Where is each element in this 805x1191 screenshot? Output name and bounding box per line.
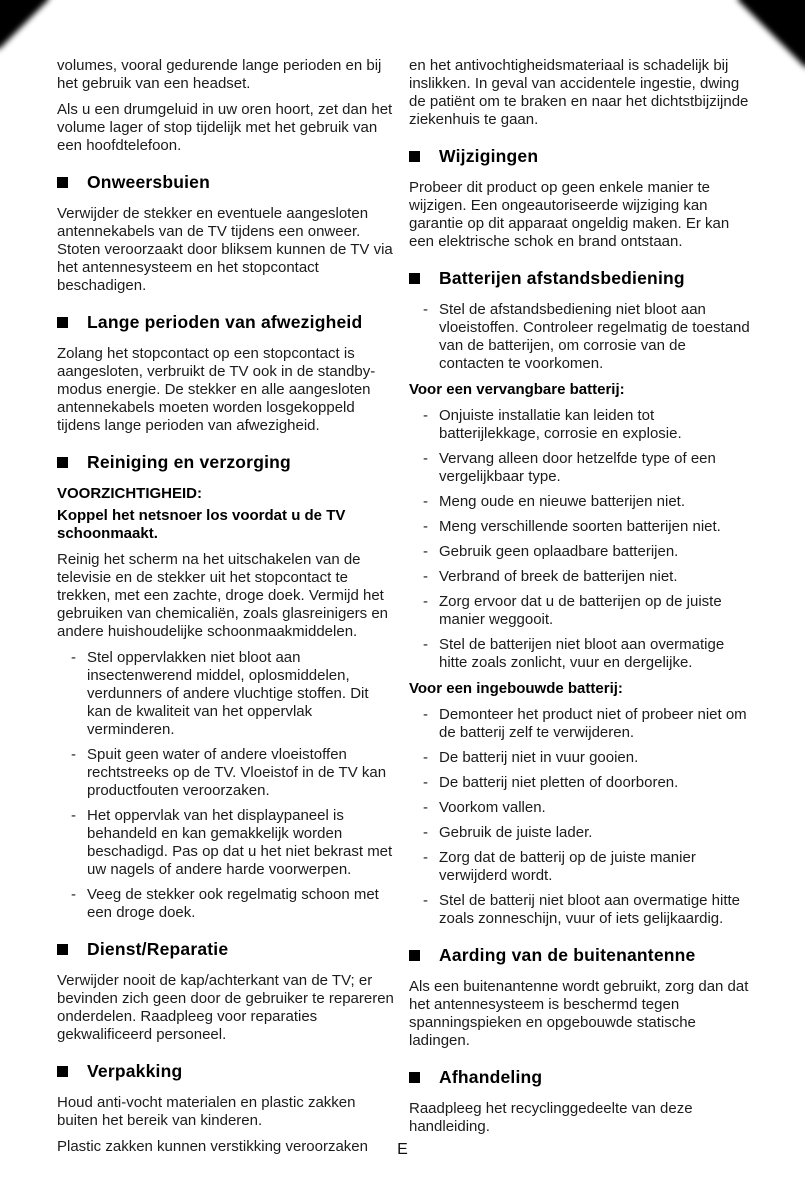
section-heading-label: Wijzigingen xyxy=(439,146,539,166)
paragraph: Plastic zakken kunnen verstikking veroorzaken xyxy=(57,1138,368,1155)
section-heading-label: Onweersbuien xyxy=(87,172,210,192)
scan-artifact-corner-top-left xyxy=(0,0,50,50)
paragraph: Verwijder nooit de kap/achterkant van de TV; er bevinden zich geen door de gebruiker te repareren onderdelen. Raadpleeg voor reparaties gekwalificeerd personeel. xyxy=(57,972,394,1043)
list-item: - Spuit geen water of andere vloeistoffen rechtstreeks op de TV. Vloeistof in de TV kan productfouten veroorzaken. xyxy=(57,746,396,800)
list-item: - Onjuiste installatie kan leiden tot batterijlekkage, corrosie en explosie. xyxy=(409,407,753,443)
section-heading-label: Reiniging en verzorging xyxy=(87,452,291,472)
square-bullet-icon xyxy=(57,1066,68,1077)
square-bullet-icon xyxy=(409,950,420,961)
section-heading-label: Aarding van de buitenantenne xyxy=(439,945,696,965)
left-column xyxy=(57,57,396,1164)
list-item: - Zorg dat de batterij op de juiste manier verwijderd wordt. xyxy=(409,849,753,885)
dash-list xyxy=(57,649,396,922)
page-number-label: E xyxy=(397,1141,408,1158)
list-item: - Meng oude en nieuwe batterijen niet. xyxy=(409,493,753,511)
list-item: - Vervang alleen door hetzelfde type of een vergelijkbaar type. xyxy=(409,450,753,486)
square-bullet-icon xyxy=(409,273,420,284)
section-heading-label: Dienst/Reparatie xyxy=(87,939,229,959)
section-heading-afhandeling xyxy=(409,1066,753,1088)
square-bullet-icon xyxy=(57,317,68,328)
paragraph: Verwijder de stekker en eventuele aangesloten antennekabels van de TV tijdens een onweer. Stoten veroorzaakt door bliksem kunnen de TV via het antennesysteem en het stopcontact beschadigen. xyxy=(57,205,393,294)
list-item: - Stel de afstandsbediening niet bloot aan vloeistoffen. Controleer regelmatig de toestand van de batterijen, om corrosie van de contacten te voorkomen. xyxy=(409,301,753,373)
bold-note: Koppel het netsnoer los voordat u de TV schoonmaakt. xyxy=(57,507,346,542)
paragraph: Als u een drumgeluid in uw oren hoort, zet dan het volume lager of stop tijdelijk met het gebruik van een hoofdtelefoon. xyxy=(57,101,393,154)
square-bullet-icon xyxy=(57,177,68,188)
section-heading-wijzigingen xyxy=(409,145,753,167)
paragraph: Probeer dit product op geen enkele manier te wijzigen. Een ongeautoriseerde wijziging kan garantie op dit apparaat ongeldig maken. Er kan een elektrische schok en brand ontstaan. xyxy=(409,179,730,250)
paragraph: volumes, vooral gedurende lange perioden en bij het gebruik van een headset. xyxy=(57,57,382,92)
section-heading-verpakking xyxy=(57,1060,396,1082)
section-heading-reiniging xyxy=(57,451,396,473)
paragraph: Reinig het scherm na het uitschakelen van de televisie en de stekker uit het stopcontact te trekken, met een zachte, droge doek. Vermijd het gebruiken van chemicaliën, zoals glasreinigers en andere huishoudelijke schoonmaakmiddelen. xyxy=(57,551,389,640)
paragraph: Raadpleeg het recyclinggedeelte van deze handleiding. xyxy=(409,1100,693,1135)
bold-note: Voor een ingebouwde batterij: xyxy=(409,680,623,697)
bold-note: Voor een vervangbare batterij: xyxy=(409,381,625,398)
section-heading-dienst-reparatie xyxy=(57,938,396,960)
list-item: - Stel oppervlakken niet bloot aan insectenwerend middel, oplosmiddelen, verdunners of andere vluchtige stoffen. Dit kan de kwaliteit van het oppervlak verminderen. xyxy=(57,649,396,739)
list-item: - Stel de batterij niet bloot aan overmatige hitte zoals zonneschijn, vuur of iets gelijkaardig. xyxy=(409,892,753,928)
section-heading-label: Verpakking xyxy=(87,1061,183,1081)
list-item: - Zorg ervoor dat u de batterijen op de juiste manier weggooit. xyxy=(409,593,753,629)
section-heading-batterijen xyxy=(409,267,753,289)
caution-label: VOORZICHTIGHEID: xyxy=(57,485,202,502)
square-bullet-icon xyxy=(57,944,68,955)
section-heading-label: Batterijen afstandsbediening xyxy=(439,268,685,288)
dash-list xyxy=(409,706,753,928)
list-item: - De batterij niet pletten of doorboren. xyxy=(409,774,753,792)
right-column xyxy=(409,57,753,1144)
square-bullet-icon xyxy=(57,457,68,468)
section-heading-aarding xyxy=(409,944,753,966)
dash-list xyxy=(409,407,753,672)
section-heading-onweersbuien xyxy=(57,171,396,193)
section-heading-label: Afhandeling xyxy=(439,1067,543,1087)
section-heading-label: Lange perioden van afwezigheid xyxy=(87,312,363,332)
list-item: - Gebruik de juiste lader. xyxy=(409,824,753,842)
square-bullet-icon xyxy=(409,1072,420,1083)
square-bullet-icon xyxy=(409,151,420,162)
list-item: - Verbrand of breek de batterijen niet. xyxy=(409,568,753,586)
list-item: - De batterij niet in vuur gooien. xyxy=(409,749,753,767)
list-item: - Demonteer het product niet of probeer niet om de batterij zelf te verwijderen. xyxy=(409,706,753,742)
list-item: - Stel de batterijen niet bloot aan overmatige hitte zoals zonlicht, vuur en dergelijke. xyxy=(409,636,753,672)
list-item: - Meng verschillende soorten batterijen niet. xyxy=(409,518,753,536)
paragraph: Als een buitenantenne wordt gebruikt, zorg dan dat het antennesysteem is beschermd tegen spanningspieken en opgebouwde statische ladingen. xyxy=(409,978,749,1049)
paragraph: Houd anti-vocht materialen en plastic zakken buiten het bereik van kinderen. xyxy=(57,1094,356,1129)
list-item: - Het oppervlak van het displaypaneel is behandeld en kan gemakkelijk worden beschadigd. Pas op dat u het niet bekrast met uw nagels of andere harde voorwerpen. xyxy=(57,807,396,879)
list-item: - Veeg de stekker ook regelmatig schoon met een droge doek. xyxy=(57,886,396,922)
paragraph: Zolang het stopcontact op een stopcontact is aangesloten, verbruikt de TV ook in de standby-modus energie. De stekker en alle aangesloten antennekabels moeten worden losgekoppeld tijdens lange perioden van afwezigheid. xyxy=(57,345,376,434)
list-item: - Gebruik geen oplaadbare batterijen. xyxy=(409,543,753,561)
dash-list xyxy=(409,301,753,373)
list-item: - Voorkom vallen. xyxy=(409,799,753,817)
section-heading-lange-perioden xyxy=(57,311,396,333)
paragraph: en het antivochtigheidsmateriaal is schadelijk bij inslikken. In geval van accidentele ingestie, dwing de patiënt om te braken en naar het dichtstbijzijnde ziekenhuis te gaan. xyxy=(409,57,749,128)
